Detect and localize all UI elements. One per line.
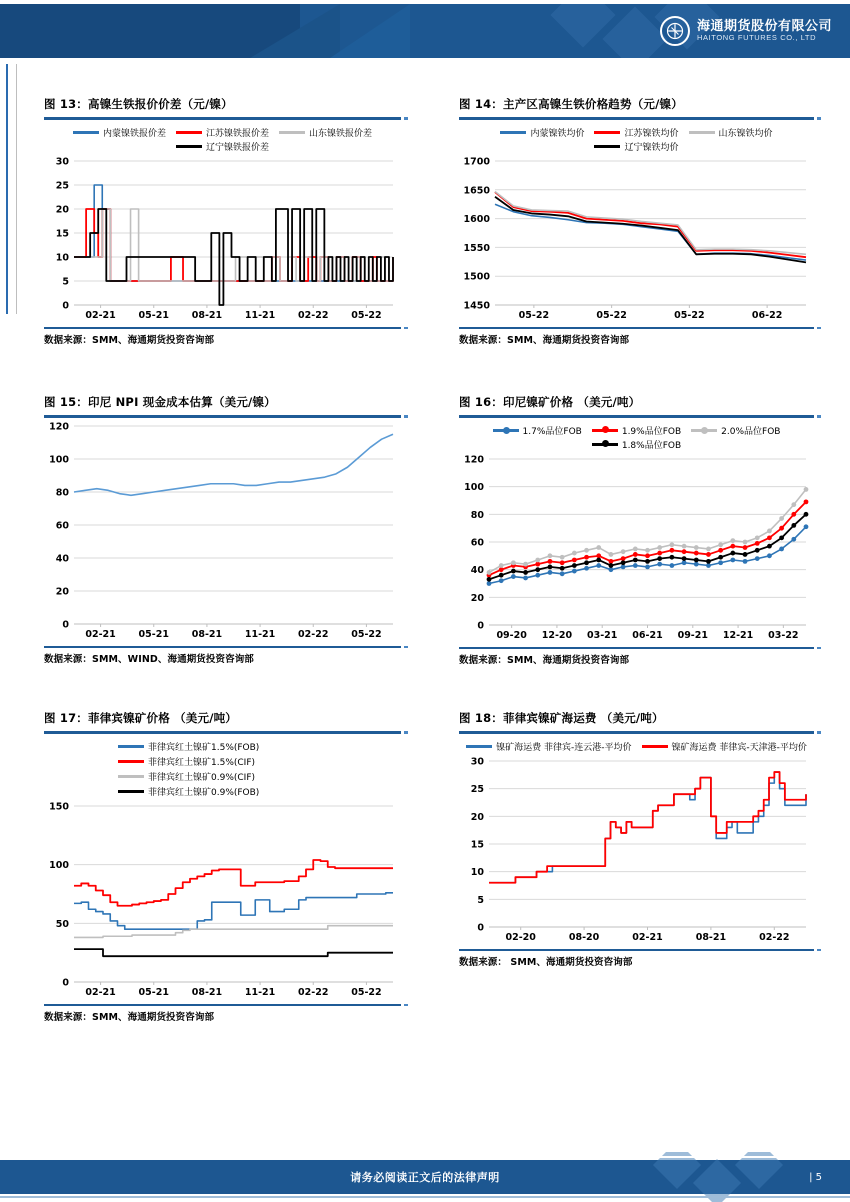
figure-cell-15 bbox=[0, 394, 425, 666]
figure-cell-14 bbox=[425, 96, 850, 346]
legend-label: 2.0%品位FOB bbox=[721, 427, 781, 437]
svg-text:30: 30 bbox=[55, 156, 69, 168]
chart-canvas bbox=[44, 800, 401, 1000]
legend-swatch bbox=[500, 131, 526, 134]
legend-item bbox=[691, 424, 780, 437]
legend-item bbox=[118, 740, 259, 753]
legend-item bbox=[592, 438, 681, 451]
chart-legend bbox=[44, 126, 401, 153]
figure-grid bbox=[0, 96, 850, 1023]
figure-source-14: 数据来源：SMM、海通期货投资咨询部 bbox=[459, 335, 630, 346]
figure-cell-18 bbox=[425, 710, 850, 1023]
legend-swatch bbox=[642, 745, 668, 749]
legend-label: 山东镍铁均价 bbox=[718, 129, 773, 139]
chart-canvas bbox=[44, 155, 401, 323]
legend-label: 内蒙镍铁均价 bbox=[530, 129, 585, 139]
svg-text:50: 50 bbox=[55, 918, 69, 930]
svg-text:02-22: 02-22 bbox=[298, 987, 329, 998]
figure-plot-17 bbox=[44, 740, 401, 1000]
svg-text:120: 120 bbox=[49, 421, 69, 433]
svg-text:05-22: 05-22 bbox=[351, 310, 382, 321]
svg-text:80: 80 bbox=[55, 487, 69, 499]
svg-text:60: 60 bbox=[470, 537, 484, 549]
figure-source-18: 数据来源： SMM、海通期货投资咨询部 bbox=[459, 957, 633, 968]
legend-swatch bbox=[466, 745, 492, 748]
legend-item bbox=[73, 126, 166, 139]
svg-text:10: 10 bbox=[470, 867, 484, 879]
legend-label: 菲律宾红土镍矿1.5%(CIF) bbox=[148, 758, 256, 768]
svg-text:02-21: 02-21 bbox=[85, 310, 116, 321]
company-logo bbox=[660, 16, 832, 46]
svg-text:12-20: 12-20 bbox=[541, 630, 573, 641]
figure-plot-15 bbox=[44, 420, 401, 642]
header-diagonal-1 bbox=[250, 4, 340, 58]
legend-item bbox=[118, 755, 255, 768]
svg-text:25: 25 bbox=[470, 784, 484, 796]
figure-source-16: 数据来源：SMM、海通期货投资咨询部 bbox=[459, 655, 630, 666]
svg-text:0: 0 bbox=[477, 620, 484, 632]
svg-text:1450: 1450 bbox=[463, 300, 490, 312]
legend-item bbox=[279, 126, 372, 139]
chart-canvas bbox=[459, 755, 814, 945]
svg-text:1500: 1500 bbox=[463, 271, 490, 283]
legend-swatch bbox=[691, 429, 717, 432]
svg-text:02-21: 02-21 bbox=[632, 932, 663, 943]
svg-text:09-20: 09-20 bbox=[496, 630, 527, 641]
legend-swatch bbox=[176, 131, 202, 135]
legend-label: 江苏镍铁报价差 bbox=[205, 129, 269, 139]
figure-cell-16 bbox=[425, 394, 850, 666]
legend-label: 镍矿海运费 菲律宾-连云港-平均价 bbox=[496, 743, 632, 753]
svg-text:08-21: 08-21 bbox=[191, 987, 223, 998]
svg-text:0: 0 bbox=[477, 922, 484, 934]
figure-title-16: 图 16：印尼镍矿价格 （美元/吨） bbox=[459, 395, 641, 409]
legend-item bbox=[493, 424, 582, 437]
svg-text:11-21: 11-21 bbox=[244, 310, 276, 321]
legend-label: 菲律宾红土镍矿0.9%(CIF) bbox=[148, 773, 256, 783]
svg-text:25: 25 bbox=[55, 180, 69, 192]
legend-label: 镍矿海运费 菲律宾-天津港-平均价 bbox=[671, 743, 807, 753]
figure-row-2 bbox=[0, 394, 850, 666]
legend-item bbox=[466, 740, 631, 753]
page-header bbox=[0, 0, 850, 62]
svg-text:60: 60 bbox=[55, 520, 69, 532]
svg-text:80: 80 bbox=[470, 509, 484, 521]
svg-text:02-22: 02-22 bbox=[298, 629, 329, 640]
figure-rule-18 bbox=[459, 731, 814, 734]
header-top-rule bbox=[0, 0, 850, 4]
legend-swatch bbox=[689, 131, 715, 134]
legend-item bbox=[176, 126, 269, 139]
svg-text:05-22: 05-22 bbox=[518, 310, 550, 321]
svg-text:20: 20 bbox=[470, 592, 484, 604]
legend-item bbox=[642, 740, 807, 753]
legend-swatch bbox=[118, 790, 144, 794]
svg-text:06-22: 06-22 bbox=[751, 310, 783, 321]
svg-text:20: 20 bbox=[470, 811, 484, 823]
svg-text:1700: 1700 bbox=[463, 156, 490, 168]
svg-text:02-20: 02-20 bbox=[505, 932, 536, 943]
chart-canvas bbox=[459, 453, 814, 643]
figure-rule-15 bbox=[44, 415, 401, 418]
svg-text:1550: 1550 bbox=[463, 242, 490, 254]
svg-text:02-21: 02-21 bbox=[85, 987, 116, 998]
figure-row-3 bbox=[0, 710, 850, 1023]
svg-text:05-22: 05-22 bbox=[351, 987, 382, 998]
legend-item bbox=[500, 126, 584, 139]
svg-text:11-21: 11-21 bbox=[244, 987, 276, 998]
svg-text:1600: 1600 bbox=[463, 214, 490, 226]
svg-text:40: 40 bbox=[470, 565, 484, 577]
figure-title-18: 图 18：菲律宾镍矿海运费 （美元/吨） bbox=[459, 711, 664, 725]
legend-label: 山东镍铁报价差 bbox=[309, 129, 373, 139]
figure-rule-14 bbox=[459, 117, 814, 120]
figure-plot-18 bbox=[459, 740, 814, 945]
legend-swatch bbox=[279, 131, 305, 134]
legend-label: 辽宁镍铁报价差 bbox=[205, 143, 269, 153]
figure-source-17: 数据来源：SMM、海通期货投资咨询部 bbox=[44, 1012, 215, 1023]
chart-canvas bbox=[459, 155, 814, 323]
legend-swatch bbox=[118, 775, 144, 778]
figure-plot-16 bbox=[459, 424, 814, 643]
svg-text:100: 100 bbox=[49, 860, 69, 872]
footer-page-number: | 5 bbox=[809, 1171, 822, 1183]
figure-source-rule-15 bbox=[44, 646, 401, 648]
legend-item bbox=[592, 424, 681, 437]
svg-text:120: 120 bbox=[464, 454, 484, 466]
legend-swatch bbox=[594, 131, 620, 135]
legend-item bbox=[594, 140, 678, 153]
svg-text:100: 100 bbox=[464, 482, 484, 494]
figure-rule-16 bbox=[459, 415, 814, 418]
legend-item bbox=[176, 140, 269, 153]
svg-text:02-21: 02-21 bbox=[85, 629, 116, 640]
figure-source-rule-16 bbox=[459, 647, 814, 649]
page-footer bbox=[0, 1152, 850, 1202]
footer-disclaimer: 请务必阅读正文后的法律声明 bbox=[350, 1171, 500, 1184]
legend-item bbox=[594, 126, 678, 139]
legend-item bbox=[689, 126, 773, 139]
legend-swatch bbox=[73, 131, 99, 134]
chart-legend bbox=[459, 126, 814, 153]
footer-bottom-rule bbox=[0, 1196, 850, 1198]
figure-title-17: 图 17：菲律宾镍矿价格 （美元/吨） bbox=[44, 711, 238, 725]
figure-plot-14 bbox=[459, 126, 814, 323]
figure-source-15: 数据来源：SMM、WIND、海通期货投资咨询部 bbox=[44, 654, 254, 665]
legend-label: 菲律宾红土镍矿1.5%(FOB) bbox=[148, 743, 260, 753]
header-diagonal-2 bbox=[330, 4, 410, 58]
footer-top-rule bbox=[0, 1156, 850, 1158]
chart-canvas bbox=[44, 420, 401, 642]
svg-text:09-21: 09-21 bbox=[677, 630, 708, 641]
svg-text:10: 10 bbox=[55, 252, 69, 264]
figure-title-14: 图 14：主产区高镍生铁价格趋势（元/镍） bbox=[459, 97, 683, 111]
svg-text:08-21: 08-21 bbox=[695, 932, 727, 943]
legend-swatch bbox=[118, 760, 144, 764]
company-name-cn: 海通期货股份有限公司 bbox=[696, 19, 832, 35]
svg-text:03-22: 03-22 bbox=[768, 630, 799, 641]
figure-source-rule-14 bbox=[459, 327, 814, 329]
svg-text:06-21: 06-21 bbox=[632, 630, 663, 641]
figure-title-13: 图 13：高镍生铁报价价差（元/镍） bbox=[44, 97, 233, 111]
svg-text:30: 30 bbox=[470, 756, 484, 768]
legend-label: 内蒙镍铁报价差 bbox=[102, 129, 166, 139]
figure-rule-17 bbox=[44, 731, 401, 734]
svg-text:0: 0 bbox=[62, 977, 69, 989]
svg-text:20: 20 bbox=[55, 586, 69, 598]
figure-cell-17 bbox=[0, 710, 425, 1023]
svg-text:08-20: 08-20 bbox=[568, 932, 600, 943]
figure-source-rule-18 bbox=[459, 949, 814, 951]
legend-label: 菲律宾红土镍矿0.9%(FOB) bbox=[148, 788, 260, 798]
legend-swatch bbox=[493, 429, 519, 432]
svg-text:150: 150 bbox=[49, 801, 69, 813]
figure-source-rule-17 bbox=[44, 1004, 401, 1006]
svg-text:15: 15 bbox=[55, 228, 69, 240]
svg-text:1650: 1650 bbox=[463, 185, 490, 197]
legend-swatch bbox=[176, 145, 202, 149]
figure-row-1 bbox=[0, 96, 850, 346]
svg-text:0: 0 bbox=[62, 619, 69, 631]
svg-text:5: 5 bbox=[477, 894, 484, 906]
svg-text:02-22: 02-22 bbox=[759, 932, 790, 943]
svg-text:05-22: 05-22 bbox=[674, 310, 705, 321]
header-bottom-rule bbox=[0, 58, 850, 62]
legend-swatch bbox=[592, 443, 618, 447]
legend-swatch bbox=[594, 145, 620, 149]
haitong-circle-logo-icon bbox=[660, 16, 690, 46]
svg-text:100: 100 bbox=[49, 454, 69, 466]
svg-text:08-21: 08-21 bbox=[191, 629, 223, 640]
svg-text:08-21: 08-21 bbox=[191, 310, 223, 321]
svg-text:05-21: 05-21 bbox=[138, 629, 169, 640]
figure-source-rule-13 bbox=[44, 327, 401, 329]
figure-title-15: 图 15：印尼 NPI 现金成本估算（美元/镍） bbox=[44, 395, 276, 409]
svg-text:20: 20 bbox=[55, 204, 69, 216]
svg-text:15: 15 bbox=[470, 839, 484, 851]
legend-label: 1.7%品位FOB bbox=[522, 427, 582, 437]
legend-label: 1.9%品位FOB bbox=[621, 427, 682, 437]
legend-label: 江苏镍铁均价 bbox=[624, 129, 679, 139]
legend-swatch bbox=[118, 745, 144, 748]
svg-text:05-22: 05-22 bbox=[596, 310, 627, 321]
figure-cell-13 bbox=[0, 96, 425, 346]
figure-plot-13 bbox=[44, 126, 401, 323]
svg-text:5: 5 bbox=[62, 276, 69, 288]
svg-text:40: 40 bbox=[55, 553, 69, 565]
svg-text:02-22: 02-22 bbox=[298, 310, 329, 321]
legend-swatch bbox=[592, 429, 618, 433]
svg-text:0: 0 bbox=[62, 300, 69, 312]
legend-item bbox=[118, 785, 259, 798]
svg-text:05-21: 05-21 bbox=[138, 310, 169, 321]
figure-source-13: 数据来源：SMM、海通期货投资咨询部 bbox=[44, 335, 215, 346]
figure-rule-13 bbox=[44, 117, 401, 120]
legend-label: 辽宁镍铁均价 bbox=[624, 143, 679, 153]
legend-item bbox=[118, 770, 255, 783]
svg-text:05-22: 05-22 bbox=[351, 629, 382, 640]
chart-legend bbox=[459, 424, 814, 451]
chart-legend bbox=[44, 740, 401, 798]
company-name-en: HAITONG FUTURES CO., LTD bbox=[696, 32, 817, 42]
svg-text:11-21: 11-21 bbox=[244, 629, 276, 640]
legend-label: 1.8%品位FOB bbox=[621, 441, 682, 451]
svg-text:05-21: 05-21 bbox=[138, 987, 169, 998]
svg-text:03-21: 03-21 bbox=[587, 630, 618, 641]
chart-legend bbox=[459, 740, 814, 753]
svg-text:12-21: 12-21 bbox=[722, 630, 754, 641]
